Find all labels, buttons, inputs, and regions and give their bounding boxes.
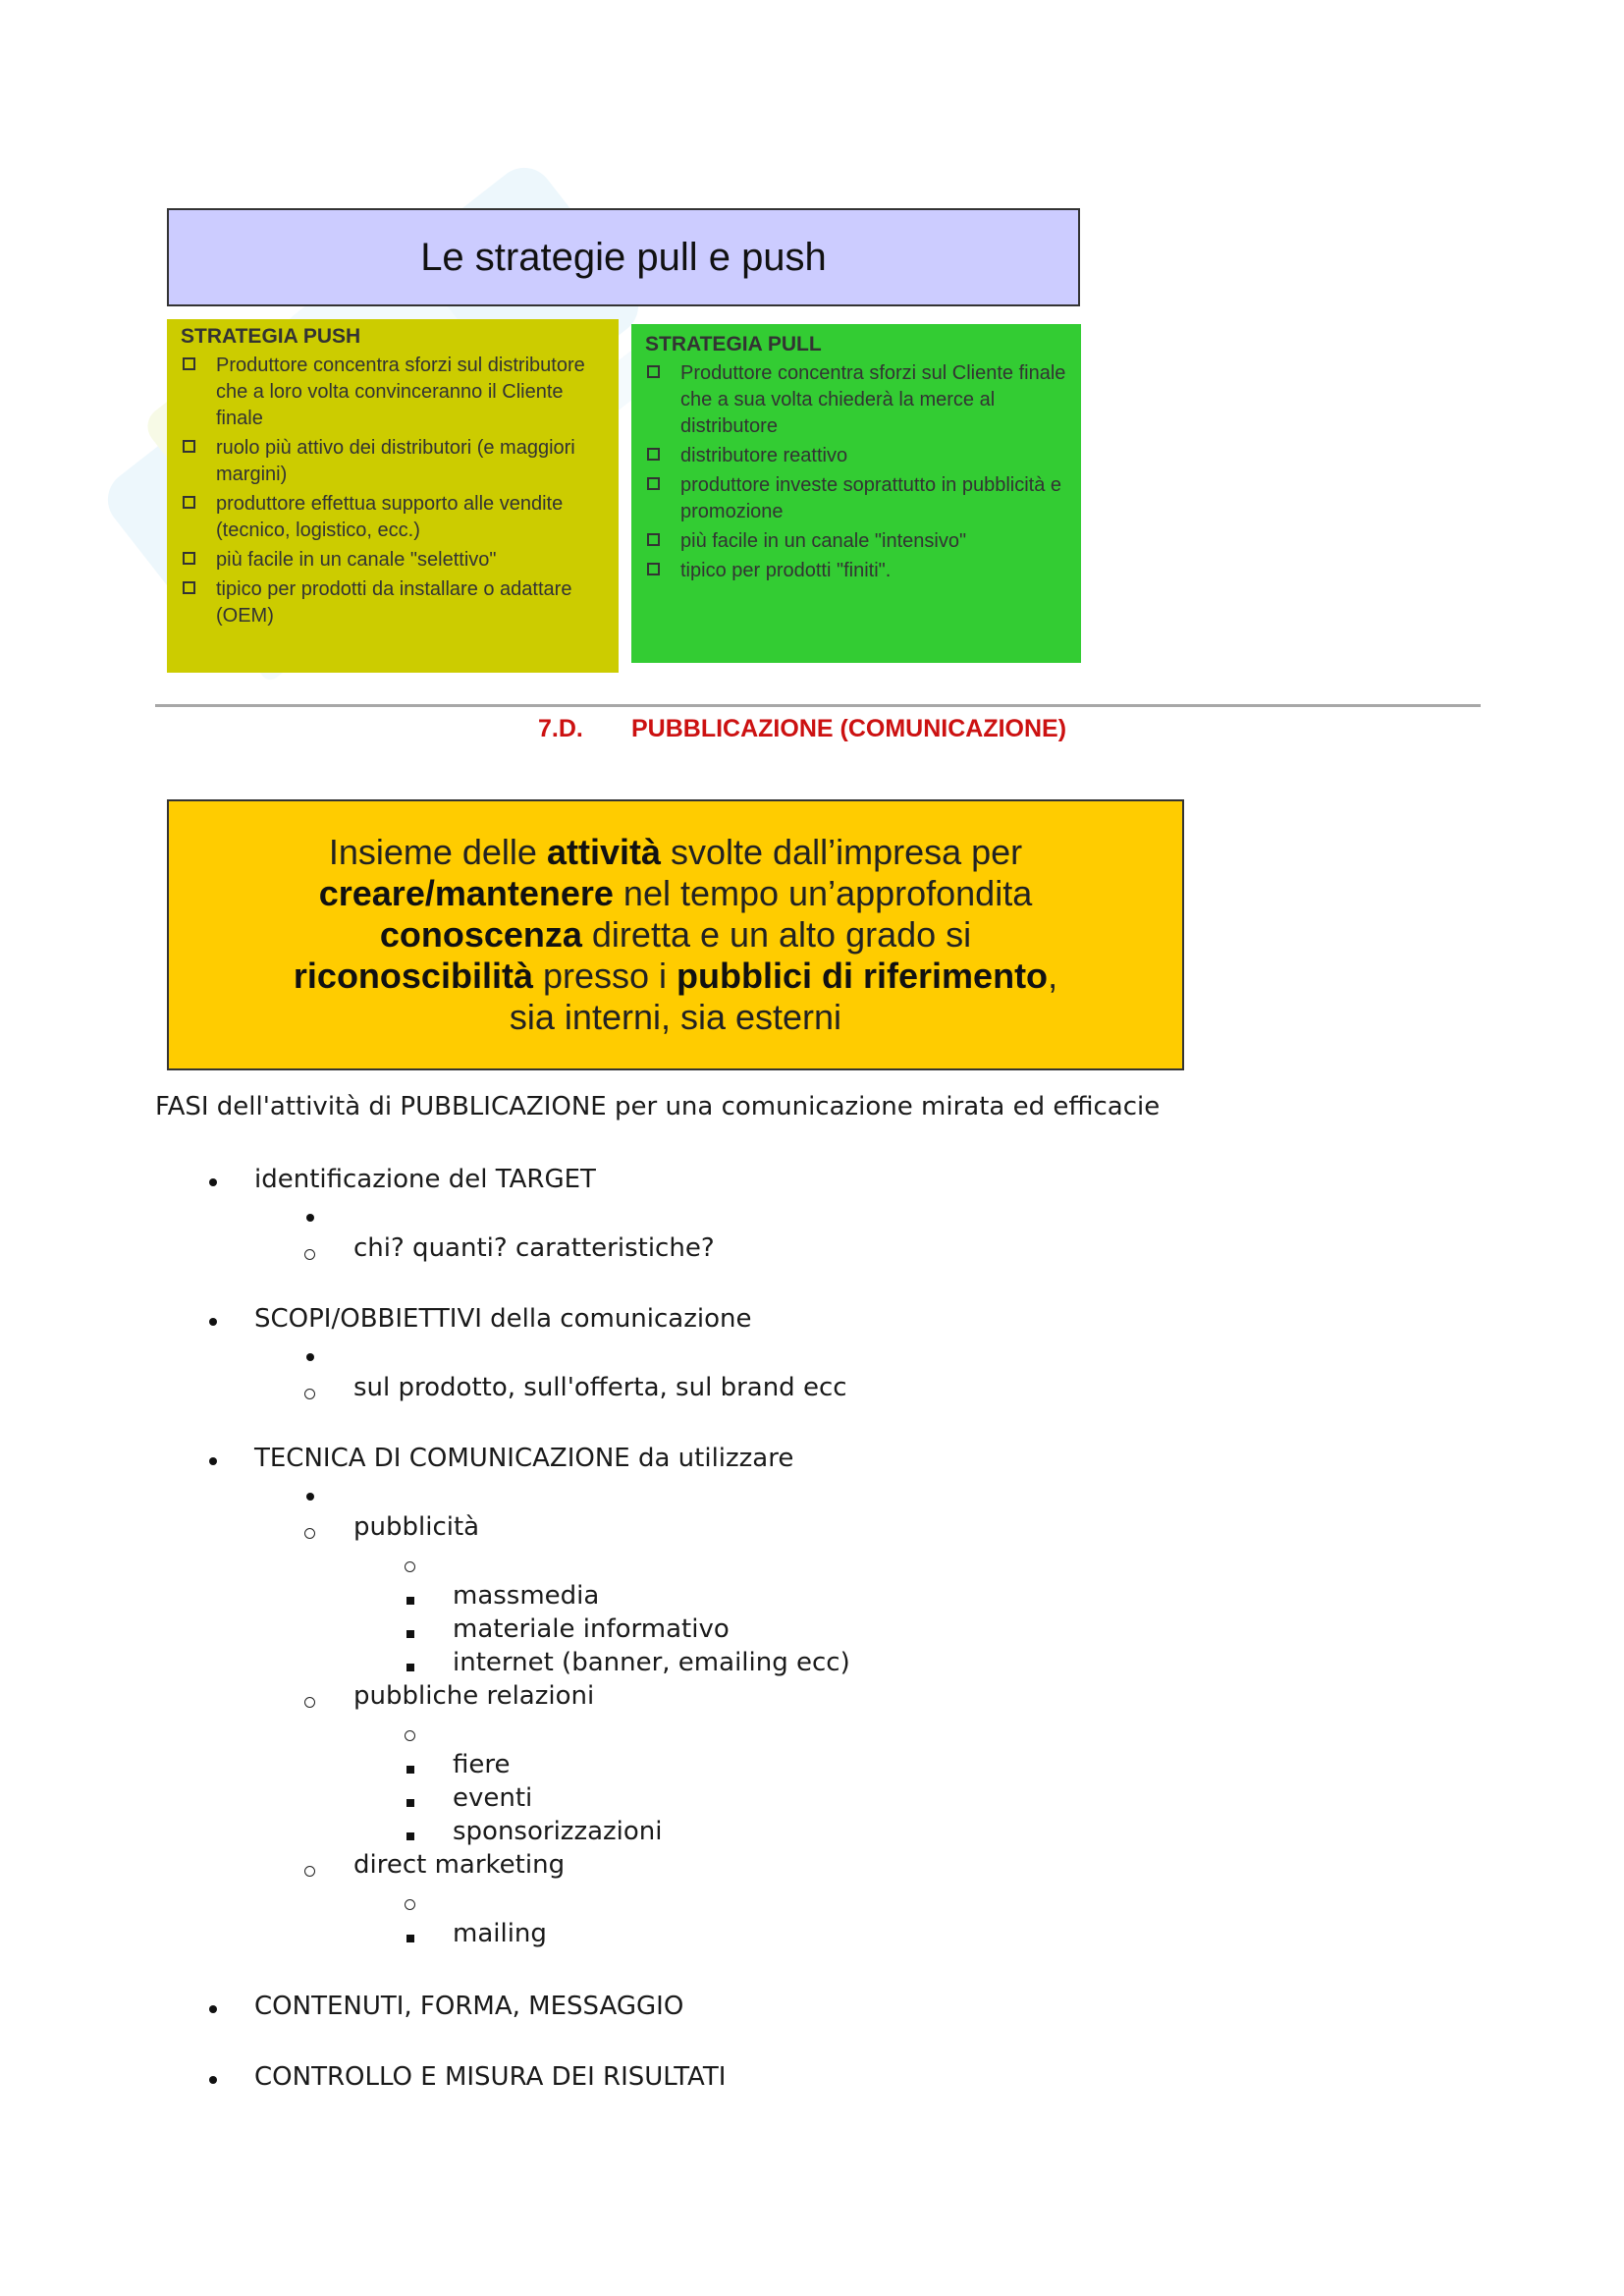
section-number: 7.D. <box>538 715 583 742</box>
bullet-icon <box>209 1178 217 1186</box>
bullet-icon <box>306 1353 314 1361</box>
bullet-icon <box>209 1318 217 1326</box>
list-item: Produttore concentra sforzi sul distributore che a loro volta convinceranno il Cliente finale <box>181 353 605 432</box>
circle-bullet-icon <box>405 1561 415 1572</box>
phase-item: TECNICA DI COMUNICAZIONE da utilizzare <box>254 1444 794 1473</box>
square-bullet-icon <box>406 1832 414 1840</box>
definition-text: Insieme delle attività svolte dall’impresa per creare/mantenere nel tempo un’approfondita conoscenza diretta e un alto grado si riconoscibilità presso i pubblici di riferimento, sia interni, sia esterni <box>293 832 1058 1037</box>
bullet-icon <box>306 1214 314 1222</box>
phase-subitem: pubbliche relazioni <box>353 1681 595 1711</box>
phase-subitem: direct marketing <box>353 1850 566 1880</box>
list-item: tipico per prodotti da installare o adattare (OEM) <box>181 576 605 629</box>
square-bullet-icon <box>406 1664 414 1671</box>
pull-title: STRATEGIA PULL <box>645 333 822 355</box>
phase-subsubitem: materiale informativo <box>453 1614 730 1644</box>
push-title: STRATEGIA PUSH <box>181 325 361 348</box>
phase-subitem: chi? quanti? caratteristiche? <box>353 1233 715 1263</box>
bullet-icon <box>306 1493 314 1501</box>
phase-subsubitem: eventi <box>453 1783 533 1813</box>
section-title: PUBBLICAZIONE (COMUNICAZIONE) <box>631 715 1067 742</box>
circle-bullet-icon <box>405 1899 415 1910</box>
bullet-icon <box>209 1457 217 1465</box>
phase-subsubitem: fiere <box>453 1750 511 1779</box>
bullet-icon <box>209 2005 217 2013</box>
list-item: produttore effettua supporto alle vendite (tecnico, logistico, ecc.) <box>181 491 605 544</box>
square-bullet-icon <box>406 1766 414 1774</box>
phases-intro: FASI dell'attività di PUBBLICAZIONE per una comunicazione mirata ed efficacie <box>155 1092 1161 1121</box>
list-item: produttore investe soprattutto in pubblicità e promozione <box>645 472 1067 525</box>
list-item: più facile in un canale "selettivo" <box>181 547 605 574</box>
circle-bullet-icon <box>304 1866 315 1877</box>
square-bullet-icon <box>406 1630 414 1638</box>
square-bullet-icon <box>406 1597 414 1605</box>
circle-bullet-icon <box>304 1697 315 1708</box>
phase-subsubitem: sponsorizzazioni <box>453 1817 663 1846</box>
circle-bullet-icon <box>304 1528 315 1539</box>
phase-subitem: pubblicità <box>353 1512 480 1542</box>
square-bullet-icon <box>406 1935 414 1942</box>
circle-bullet-icon <box>304 1249 315 1260</box>
circle-bullet-icon <box>304 1389 315 1399</box>
bullet-icon <box>209 2076 217 2084</box>
phase-item: CONTROLLO E MISURA DEI RISULTATI <box>254 2062 727 2092</box>
phase-subsubitem: mailing <box>453 1919 547 1948</box>
square-bullet-icon <box>406 1799 414 1807</box>
list-item: più facile in un canale "intensivo" <box>645 528 1067 555</box>
list-item: distributore reattivo <box>645 443 1067 469</box>
strategies-title: Le strategie pull e push <box>167 208 1080 306</box>
list-item: tipico per prodotti "finiti". <box>645 558 1067 584</box>
circle-bullet-icon <box>405 1730 415 1741</box>
phase-subitem: sul prodotto, sull'offerta, sul brand ecc <box>353 1373 847 1402</box>
phase-item: SCOPI/OBBIETTIVI della comunicazione <box>254 1304 752 1334</box>
phase-subsubitem: massmedia <box>453 1581 600 1611</box>
phase-item: CONTENUTI, FORMA, MESSAGGIO <box>254 1992 684 2021</box>
list-item: Produttore concentra sforzi sul Cliente finale che a sua volta chiederà la merce al distributore <box>645 360 1067 440</box>
list-item: ruolo più attivo dei distributori (e maggiori margini) <box>181 435 605 488</box>
phase-subsubitem: internet (banner, emailing ecc) <box>453 1648 850 1677</box>
phase-item: identificazione del TARGET <box>254 1165 596 1194</box>
